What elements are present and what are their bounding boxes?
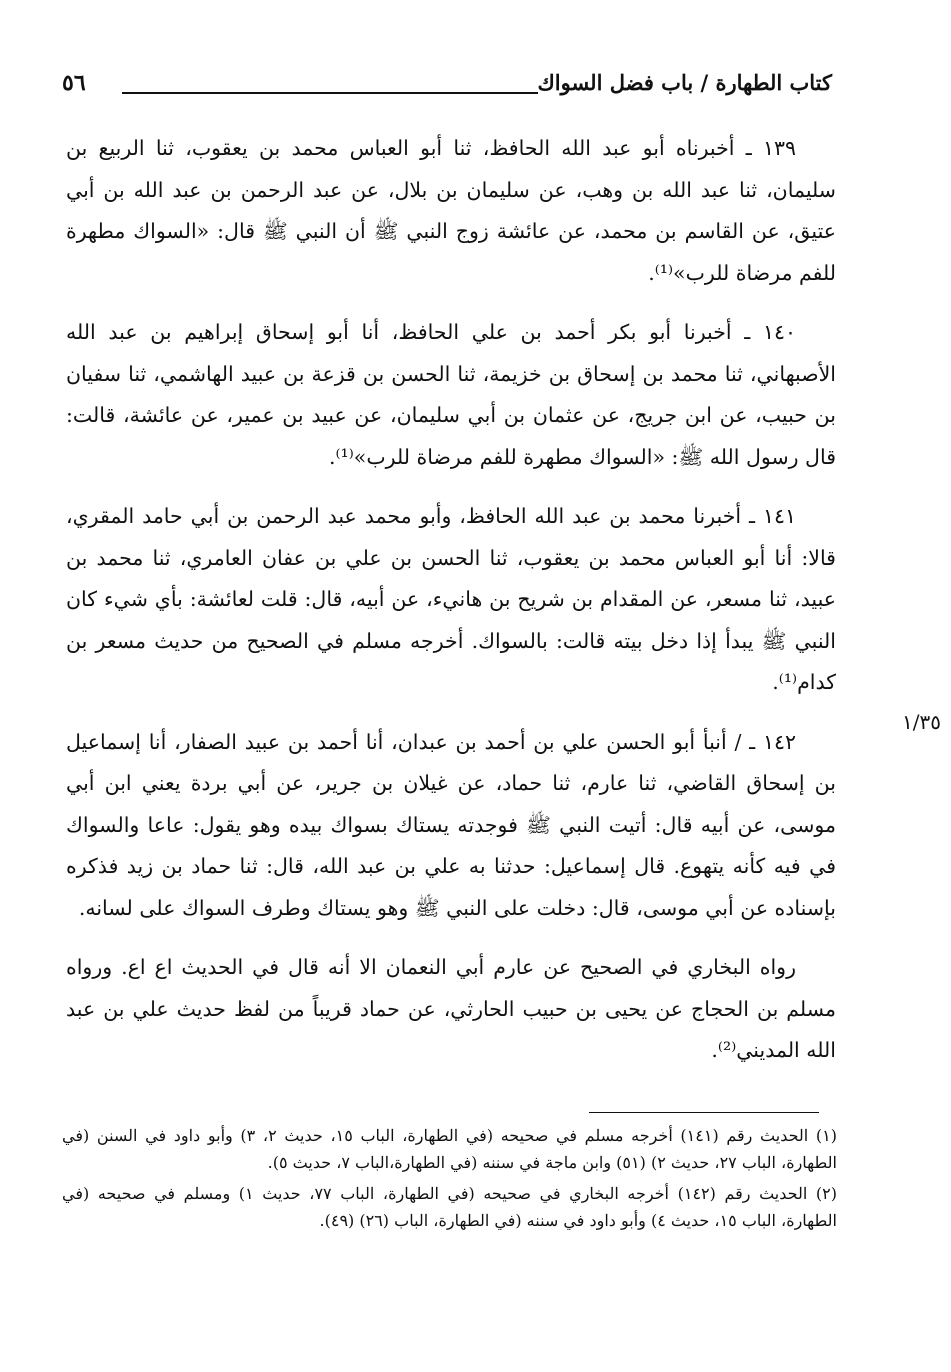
footnote-separator — [589, 1112, 819, 1113]
footnote-1: (١) الحديث رقم (١٤١) أخرجه مسلم في صحيحه (في الطهارة، الباب ١٥، حديث ٢، ٣) وأبو داود في السنن (في الطهارة، الباب ٢٧، حديث ٢) (٥١) وابن ماجة في سننه (في الطهارة،الباب ٧، حديث ٥). — [62, 1126, 837, 1172]
running-header — [62, 70, 832, 106]
page-number: ٥٦ — [62, 70, 86, 96]
hadith-142-commentary: رواه البخاري في الصحيح عن عارم أبي النعمان الا أنه قال في الحديث اع اع. ورواه مسلم بن الحجاج عن يحيى بن حبيب الحارثي، عن حماد قريباً من لفظ حديث علي بن عبد الله المديني⁽²⁾. — [66, 955, 836, 1062]
footnotes — [62, 1122, 837, 1238]
footnote-2: (٢) الحديث رقم (١٤٢) أخرجه البخاري في صحيحه (في الطهارة، الباب ٧٧، حديث ١) ومسلم في صحيحه (في الطهارة، الباب ١٥، حديث ٤) وأبو داود في سننه (في الطهارة، الباب (٢٦) (٤٩). — [62, 1184, 837, 1230]
header-rule — [122, 92, 538, 94]
hadith-140: ١٤٠ ـ أخبرنا أبو بكر أحمد بن علي الحافظ، أنا أبو إسحاق إبراهيم بن عبد الله الأصبهاني، ثنا محمد بن إسحاق بن خزيمة، ثنا الحسن بن قزعة بن عبيد الهاشمي، ثنا سفيان بن حبيب، عن ابن جريج، عن عثمان بن أبي سليمان، عن عبيد بن عمير، عن عائشة، قالت: قال رسول الله ﷺ: «السواك مطهرة للفم مرضاة للرب»⁽¹⁾. — [66, 320, 836, 469]
main-text — [66, 128, 836, 1090]
margin-folio-note: ١/٣٥ — [902, 710, 941, 734]
header-title: كتاب الطهارة / باب فضل السواك — [537, 70, 832, 95]
hadith-141: ١٤١ ـ أخبرنا محمد بن عبد الله الحافظ، وأبو محمد عبد الرحمن بن أبي حامد المقري، قالا: أنا أبو العباس محمد بن يعقوب، ثنا الحسن بن علي بن عفان العامري، ثنا محمد بن عبيد، ثنا مسعر، عن المقدام بن شريح بن هانيء، عن أبيه، قال: قلت لعائشة: بأي شيء كان النبي ﷺ يبدأ إذا دخل بيته قالت: بالسواك. أخرجه مسلم في الصحيح من حديث مسعر بن كدام⁽¹⁾. — [66, 504, 836, 694]
hadith-142: ١٤٢ ـ / أنبأ أبو الحسن علي بن أحمد بن عبدان، أنا أحمد بن عبيد الصفار، أنا إسماعيل بن إسحاق القاضي، ثنا عارم، ثنا حماد، عن غيلان بن جرير، عن أبي بردة يعني ابن أبي موسى، عن أبيه قال: أتيت النبي ﷺ فوجدته يستاك بسواك بيده وهو يقول: عاعا والسواك في فيه كأنه يتهوع. قال إسماعيل: حدثنا به علي بن عبد الله، قال: ثنا حماد بن زيد فذكره بإسناده عن أبي موسى، قال: دخلت على النبي ﷺ وهو يستاك وطرف السواك على لسانه. — [66, 729, 836, 920]
hadith-139: ١٣٩ ـ أخبرناه أبو عبد الله الحافظ، ثنا أبو العباس محمد بن يعقوب، ثنا الربيع بن سليمان، ثنا عبد الله بن وهب، عن سليمان بن بلال، عن عبد الرحمن بن عبد الله بن أبي عتيق، عن القاسم بن محمد، عن عائشة زوج النبي ﷺ أن النبي ﷺ قال: «السواك مطهرة للفم مرضاة للرب»⁽¹⁾. — [66, 136, 836, 285]
